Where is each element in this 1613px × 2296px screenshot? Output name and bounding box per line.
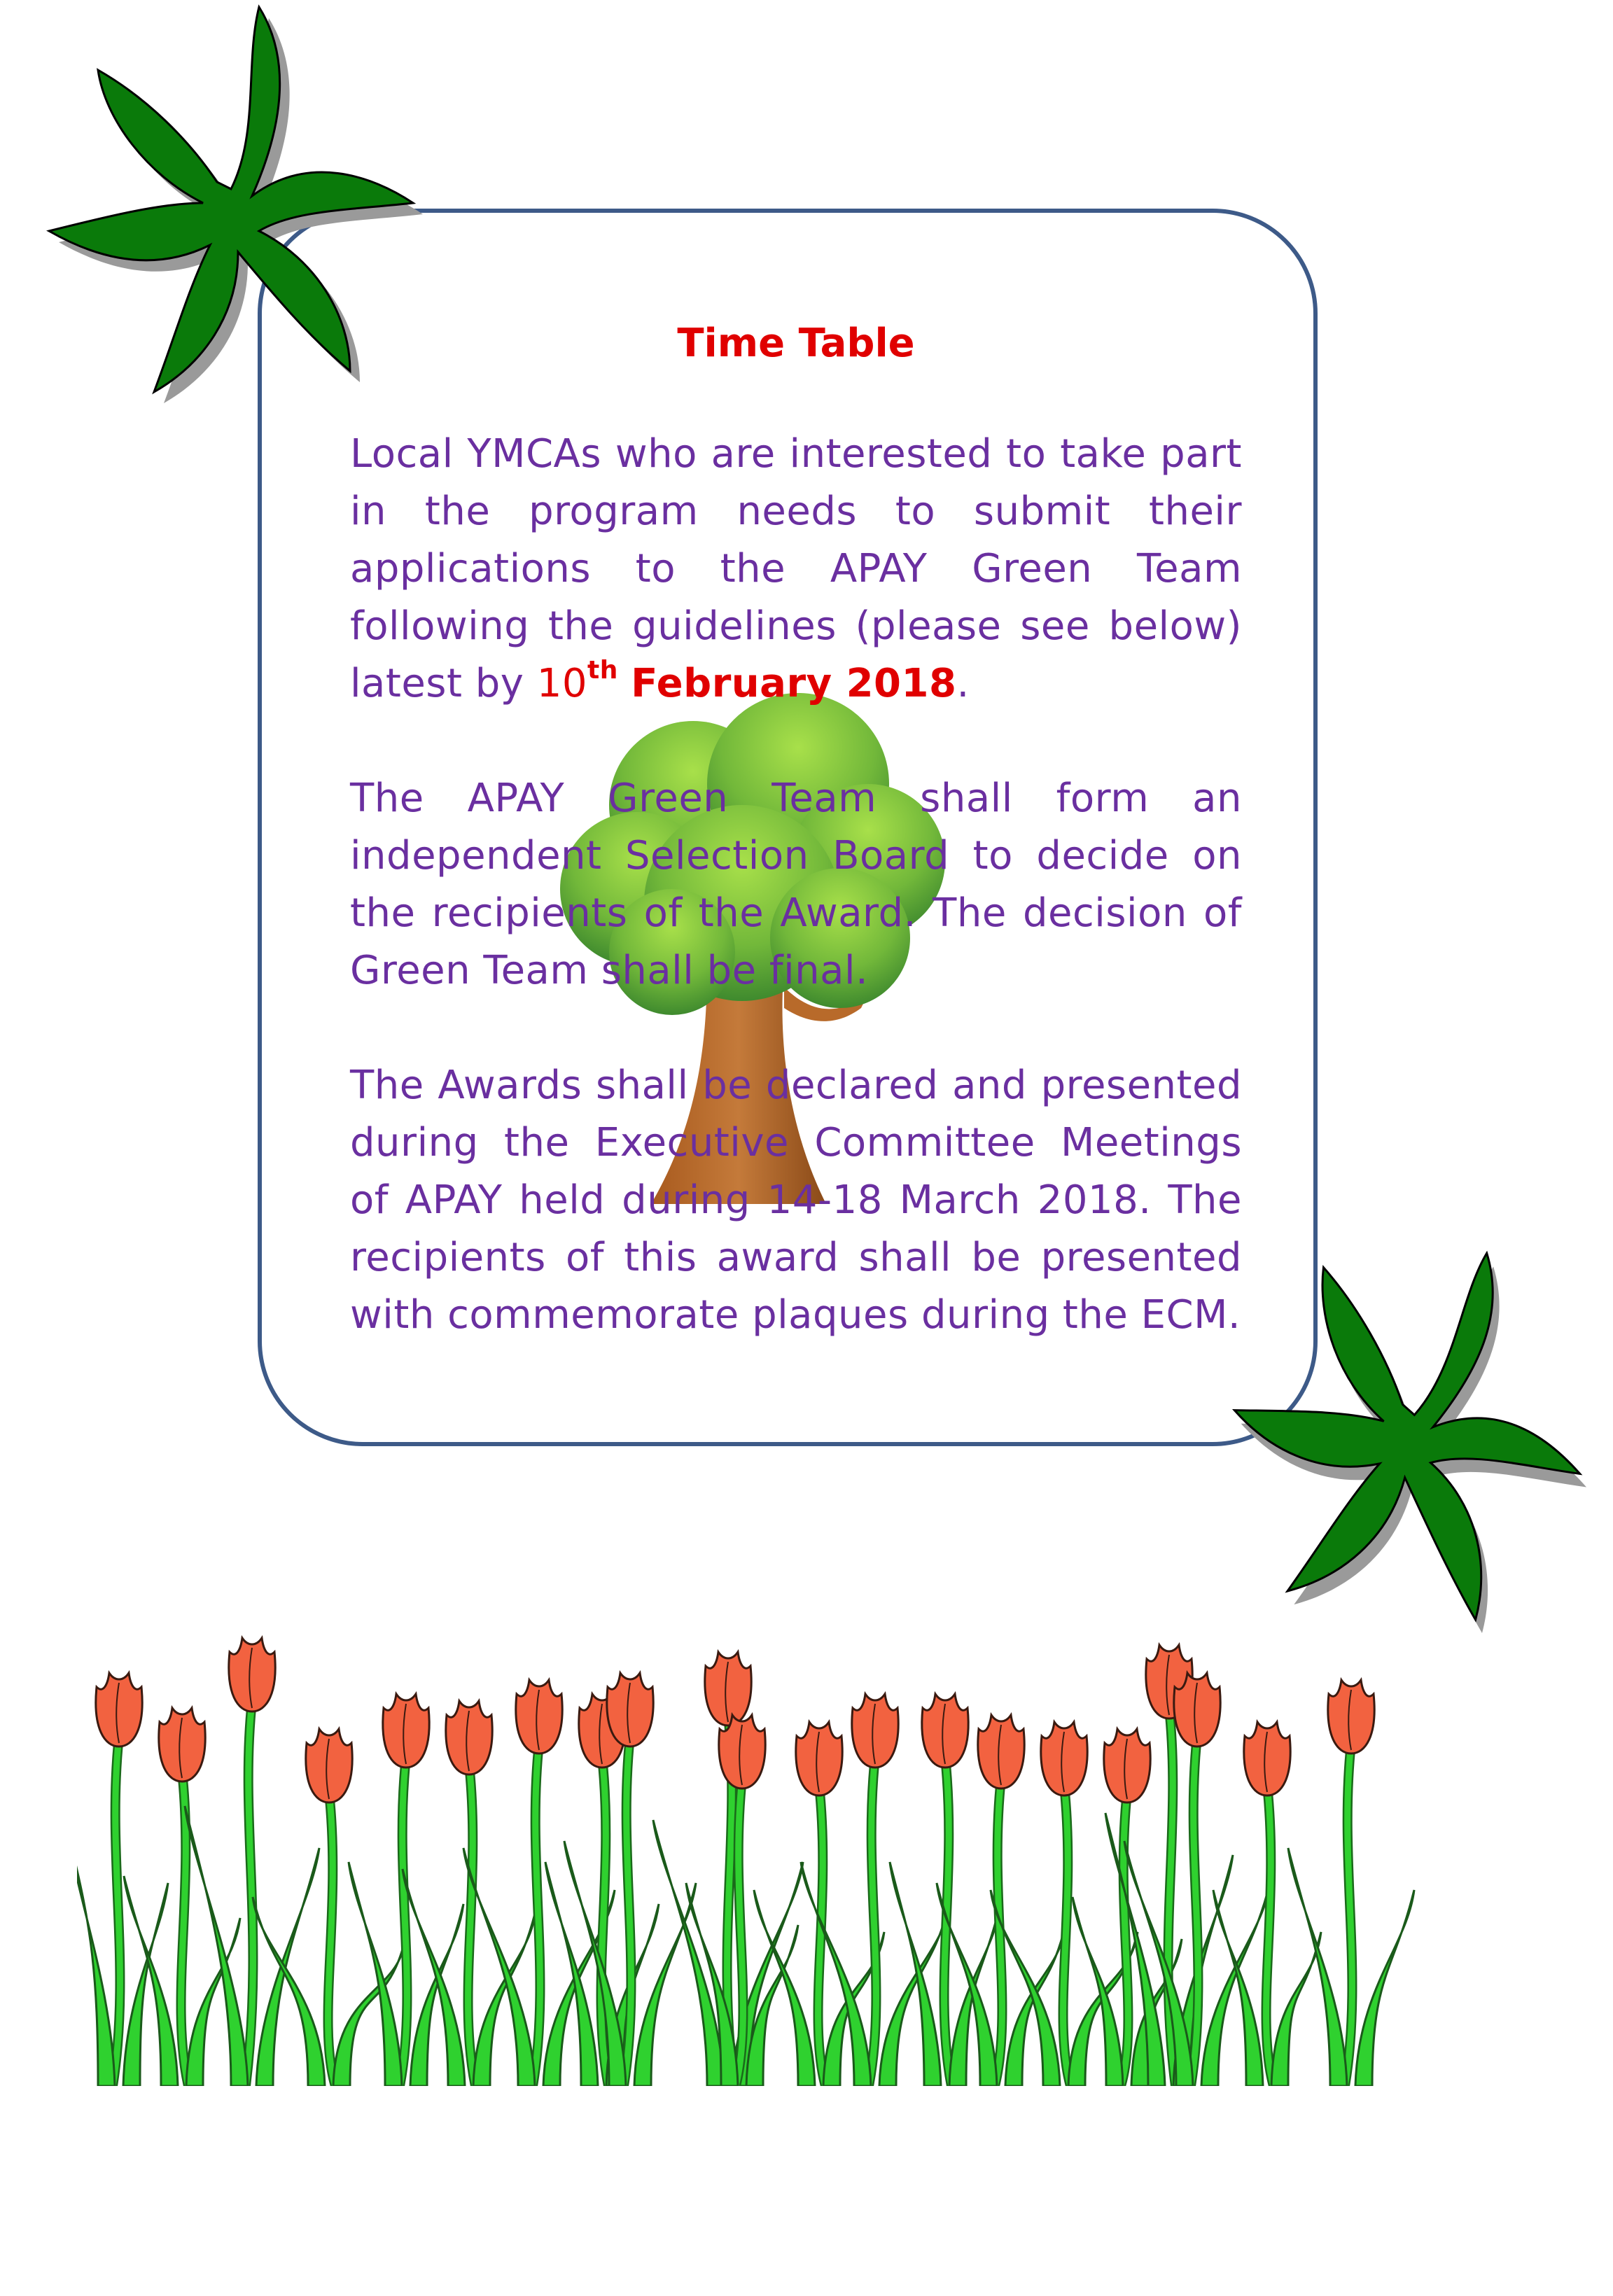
paragraph-selection-board: The APAY Green Team shall form an independent Selection Board to decide on the recipients of the Award. The decision of Green Team shall be final. xyxy=(350,776,1242,993)
tulip-icon xyxy=(77,1673,168,2086)
deadline-month-year: February 2018 xyxy=(631,661,957,706)
paragraph-end: . xyxy=(956,661,970,706)
paragraph-submission-text: Local YMCAs who are interested to take part in the program needs to submit their applications to the APAY Green Team following the guidelines (please see below) latest by xyxy=(350,431,1242,706)
page-title: Time Table xyxy=(677,321,915,366)
tulip-icon xyxy=(1288,1680,1414,2086)
deadline-day: 10th xyxy=(536,656,618,706)
tulip-icon xyxy=(754,1722,884,2086)
star-leaf-icon xyxy=(0,0,448,448)
text-content xyxy=(350,315,1242,1344)
tulip-icon xyxy=(1213,1722,1321,2086)
paragraph-submission xyxy=(350,426,1242,713)
tulip-border xyxy=(77,1610,1421,2086)
paragraph-awards: The Awards shall be declared and presented during the Executive Committee Meetings of APAY held during 14-18 March 2018. The recipients of this award shall be presented with commemorate plaques during the ECM. xyxy=(350,1063,1242,1338)
tulip-icon xyxy=(686,1715,798,2086)
star-leaf-icon xyxy=(1204,1218,1610,1666)
